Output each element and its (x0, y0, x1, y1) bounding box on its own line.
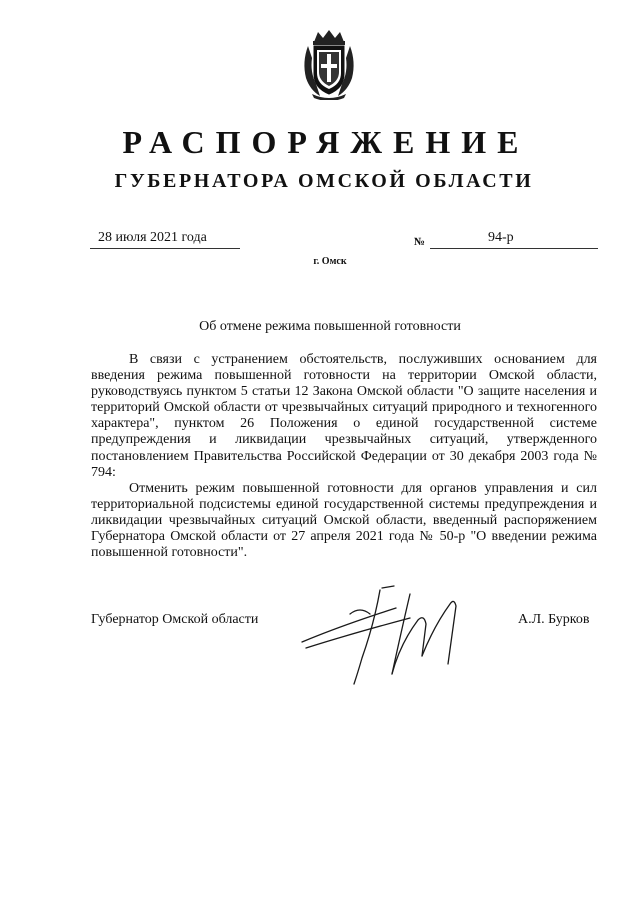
body-paragraph-2: Отменить режим повышенной готовности для органов управления и сил территориальной подсистемы единой государственной системы предупреждения и ликвидации чрезвычайных ситуаций Омской области, введенный распоряжением Губернатора Омской области от 27 апреля 2021 года № 50-р "О введении режима повышенной готовности". (91, 480, 597, 561)
document-author-heading: ГУБЕРНАТОРА ОМСКОЙ ОБЛАСТИ (114, 170, 534, 192)
number-sign: № (414, 236, 426, 248)
document-subject: Об отмене режима повышенной готовности (199, 319, 461, 334)
body-paragraph-1: В связи с устранением обстоятельств, послуживших основанием для введения режима повышенной готовности на территории Омской области, руководствуясь пунктом 5 статьи 12 Закона Омской области "О защите населения и территорий Омской области от чрезвычайных ситуаций природного и техногенного характера", пунктом 26 Положения о единой государственной системе предупреждения и ликвидации чрезвычайных ситуаций, утвержденного постановлением Правительства Российской Федерации от 30 декабря 2003 года № 794: (91, 352, 597, 480)
document-date: 28 июля 2021 года (98, 230, 207, 245)
document-number: 94-р (488, 230, 514, 245)
handwritten-signature-icon (300, 584, 470, 686)
signer-name: А.Л. Бурков (518, 612, 590, 627)
city-label: г. Омск (313, 256, 347, 267)
document-body (91, 352, 597, 561)
number-field (430, 228, 598, 249)
document-type-heading: РАСПОРЯЖЕНИЕ (122, 124, 530, 160)
coat-of-arms-icon (300, 28, 358, 100)
signer-title: Губернатор Омской области (91, 612, 259, 627)
date-field (90, 228, 240, 249)
